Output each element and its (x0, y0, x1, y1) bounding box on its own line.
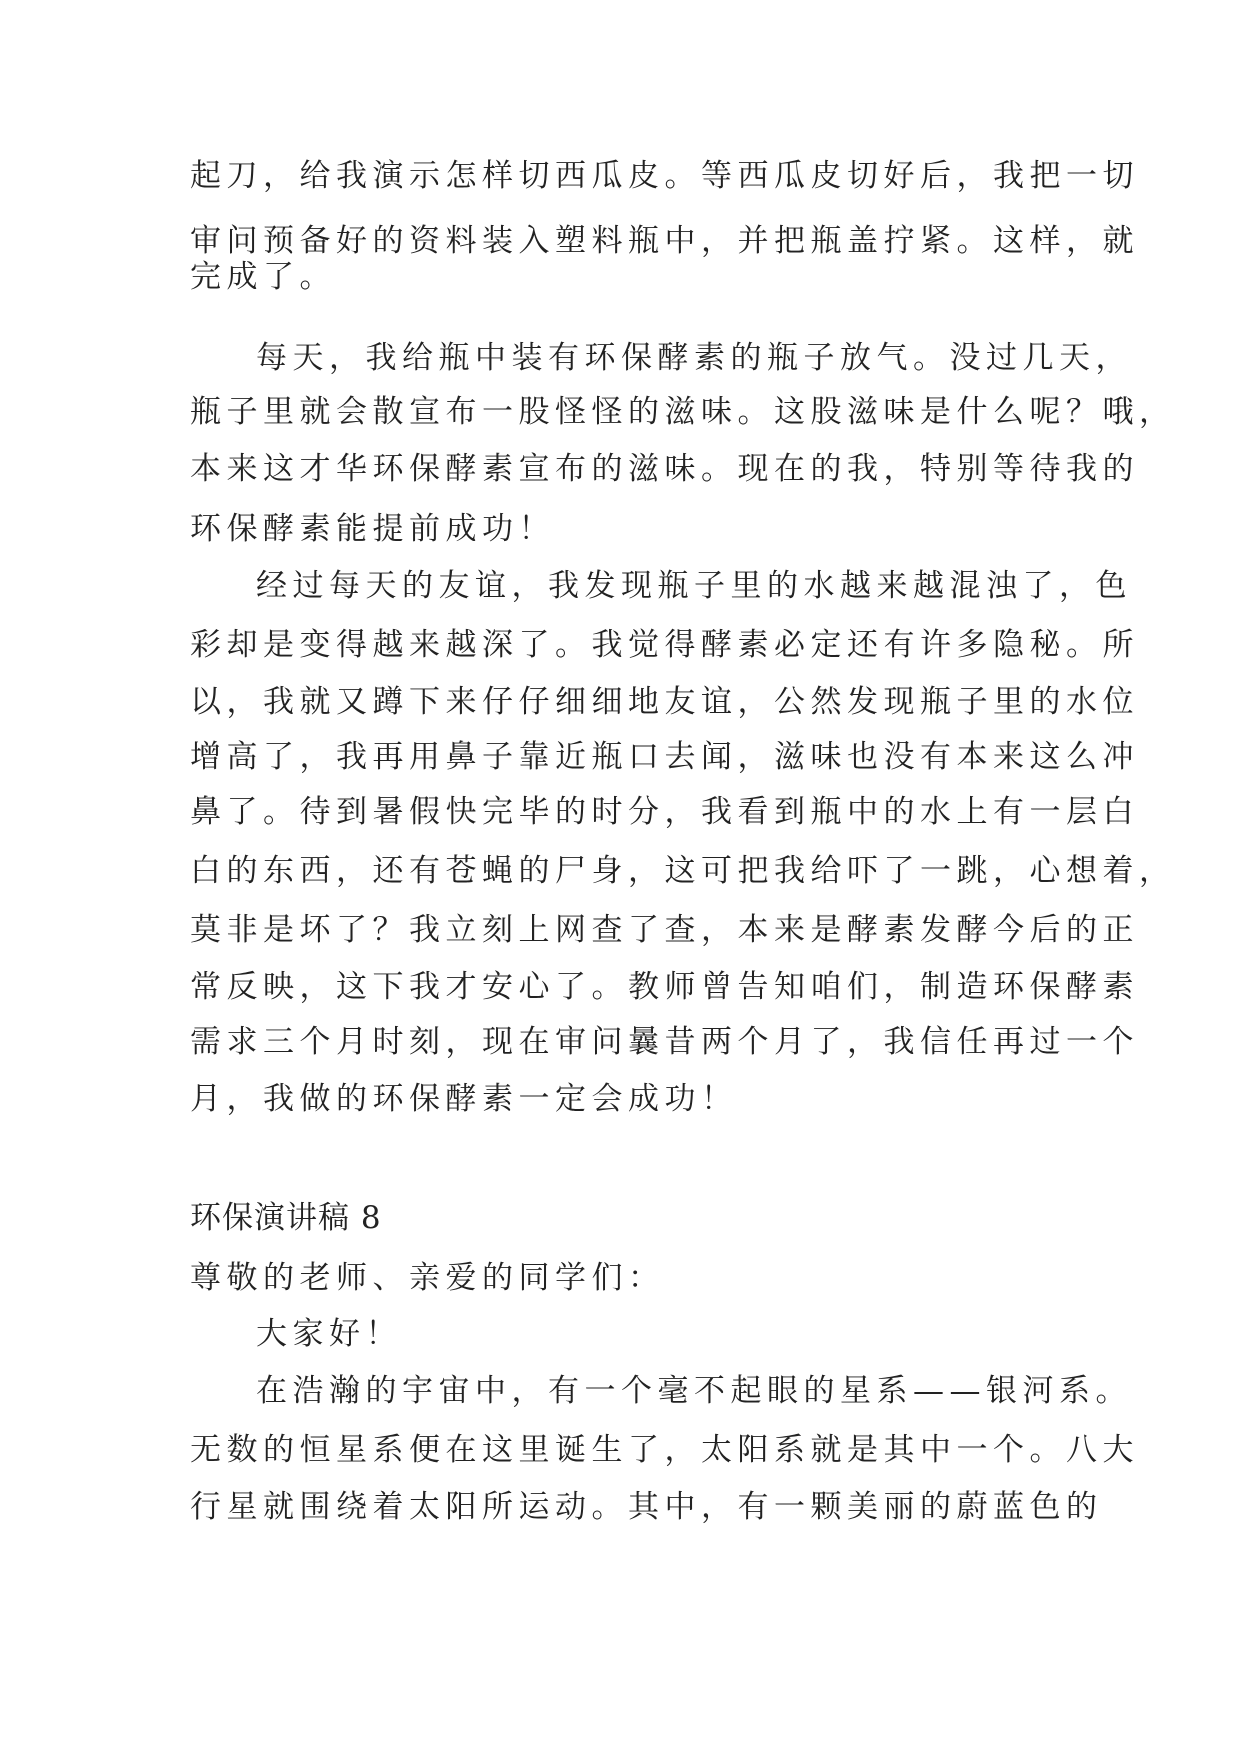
paragraph-line: 月，我做的环保酵素一定会成功！ (190, 1081, 738, 1117)
paragraph-line: 每天，我给瓶中装有环保酵素的瓶子放气。没过几天， (256, 340, 1132, 376)
section-heading: 环保演讲稿 8 (190, 1200, 382, 1236)
paragraph-line: 无数的恒星系便在这里诞生了，太阳系就是其中一个。八大 (190, 1432, 1139, 1468)
paragraph-line: 瓶子里就会散宣布一股怪怪的滋味。这股滋味是什么呢？哦， (190, 394, 1176, 430)
paragraph-line: 起刀，给我演示怎样切西瓜皮。等西瓜皮切好后，我把一切 (190, 158, 1139, 194)
paragraph-line: 需求三个月时刻，现在审问曩昔两个月了，我信任再过一个 (190, 1024, 1139, 1060)
paragraph-line: 增高了，我再用鼻子靠近瓶口去闻，滋味也没有本来这么冲 (190, 739, 1139, 775)
paragraph-line: 在浩瀚的宇宙中，有一个毫不起眼的星系——银河系。 (256, 1373, 1132, 1409)
paragraph-line: 完成了。 (190, 259, 336, 295)
paragraph-line: 莫非是坏了？我立刻上网查了查，本来是酵素发酵今后的正 (190, 912, 1139, 948)
paragraph-line: 行星就围绕着太阳所运动。其中，有一颗美丽的蔚蓝色的 (190, 1489, 1103, 1525)
salutation-line: 尊敬的老师、亲爱的同学们： (190, 1260, 665, 1296)
paragraph-line: 彩却是变得越来越深了。我觉得酵素必定还有许多隐秘。所 (190, 627, 1139, 663)
paragraph-line: 审问预备好的资料装入塑料瓶中，并把瓶盖拧紧。这样，就 (190, 223, 1139, 259)
paragraph-line: 鼻了。待到暑假快完毕的时分，我看到瓶中的水上有一层白 (190, 794, 1139, 830)
paragraph-line: 以，我就又蹲下来仔仔细细地友谊，公然发现瓶子里的水位 (190, 684, 1139, 720)
paragraph-line: 本来这才华环保酵素宣布的滋味。现在的我，特别等待我的 (190, 451, 1139, 487)
paragraph-line: 经过每天的友谊，我发现瓶子里的水越来越混浊了，色 (256, 568, 1132, 604)
paragraph-line: 环保酵素能提前成功！ (190, 511, 555, 547)
paragraph-line: 常反映，这下我才安心了。教师曾告知咱们，制造环保酵素 (190, 969, 1139, 1005)
greeting-line: 大家好！ (256, 1316, 402, 1352)
paragraph-line: 白的东西，还有苍蝇的尸身，这可把我给吓了一跳，心想着， (190, 853, 1176, 889)
